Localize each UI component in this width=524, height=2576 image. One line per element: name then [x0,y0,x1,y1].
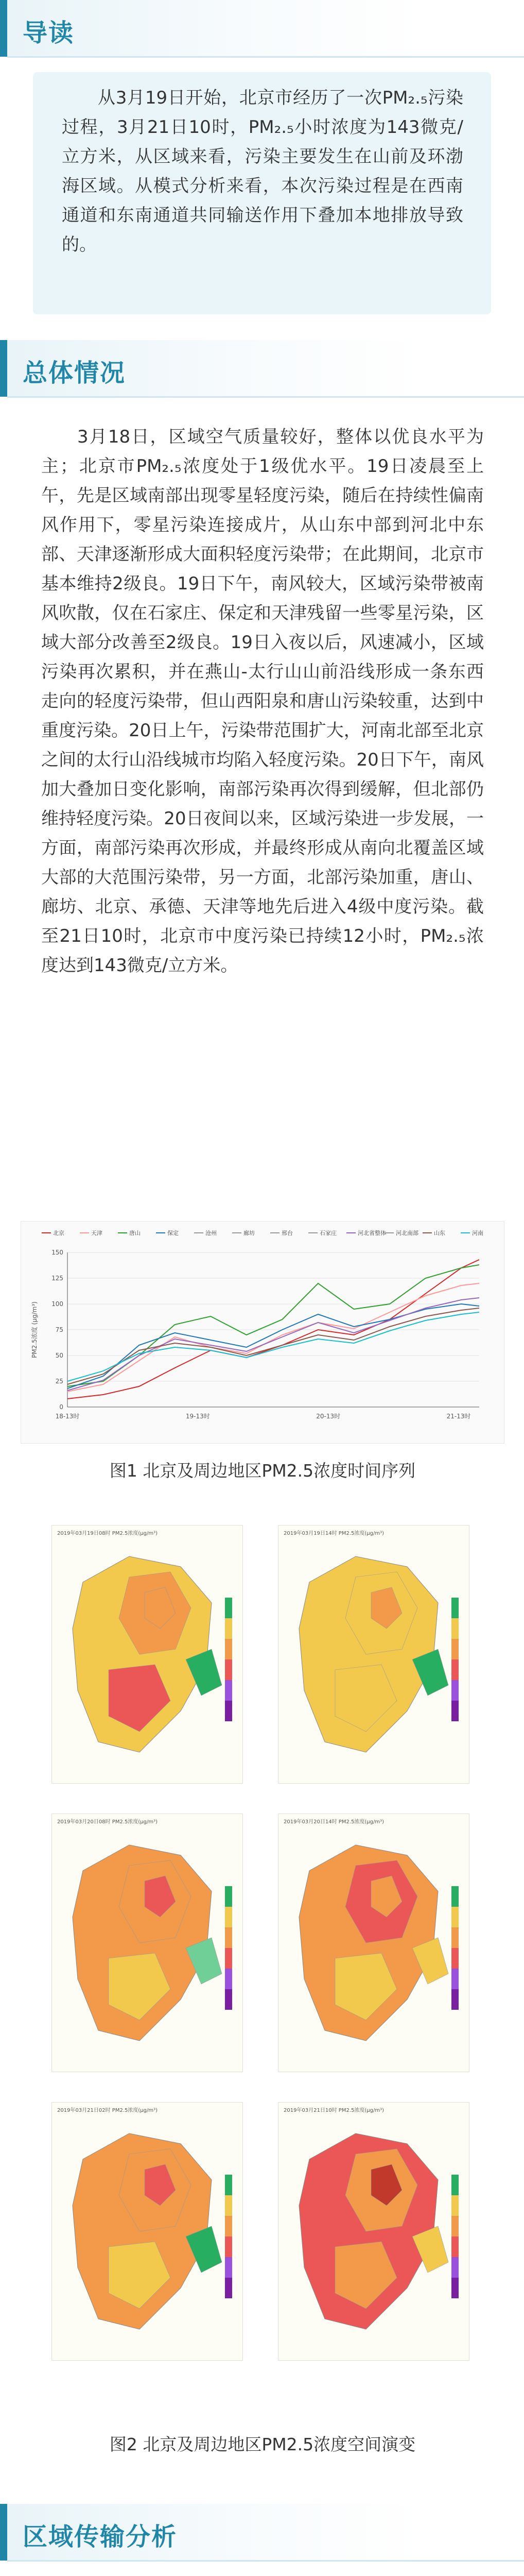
legend-label: 河北南部 [396,1230,418,1236]
legend-label: 北京 [53,1230,64,1236]
header-rule [7,2560,524,2562]
legend-label: 河北省整体 [358,1230,386,1236]
x-tick-label: 21-13时 [446,1413,471,1420]
map-title: 2019年03月19日08时 PM2.5浓度(μg/m³) [57,1531,158,1536]
accent-bar [0,340,7,397]
colorbar-segment [225,1948,232,1969]
colorbar-segment [225,2195,232,2216]
pm25-map-panel [51,1814,243,2072]
pm25-time-series-chart [21,1222,504,1443]
map-graphic [278,2113,469,2355]
colorbar-segment [451,2257,459,2278]
colorbar-segment [451,1907,459,1927]
colorbar-segment [225,2175,232,2195]
colorbar-segment [451,1948,459,1969]
colorbar-segment [451,2216,459,2236]
section-header-lead [0,0,524,57]
y-tick-label: 75 [55,1326,63,1333]
x-tick-label: 19-13时 [185,1413,210,1420]
figure2-caption: 图2 北京及周边地区PM2.5浓度空间演变 [109,2434,416,2454]
colorbar-segment [451,1598,459,1618]
pm25-map-panel [278,1814,469,2072]
pm25-map-panel [51,1525,243,1784]
map-title: 2019年03月20日08时 PM2.5浓度(μg/m³) [57,1819,158,1825]
pm25-map-panel [278,1525,469,1784]
y-tick-label: 25 [55,1378,63,1385]
accent-bar [0,0,7,57]
colorbar-segment [451,2278,459,2298]
series-line [67,1304,479,1388]
colorbar-segment [225,1907,232,1927]
colorbar-segment [225,2257,232,2278]
colorbar-segment [225,1659,232,1680]
legend-label: 廊坊 [243,1230,255,1236]
section-title: 导读 [23,19,75,47]
legend-label: 山东 [434,1230,445,1236]
legend-label: 唐山 [129,1230,141,1236]
legend-label: 天津 [91,1230,102,1236]
series-line [67,1308,479,1384]
map-title: 2019年03月19日14时 PM2.5浓度(μg/m³) [284,1531,384,1536]
colorbar-segment [225,2278,232,2298]
series-line [67,1283,479,1392]
legend-label: 保定 [167,1230,179,1236]
y-tick-label: 100 [51,1300,63,1308]
colorbar-segment [225,1969,232,1989]
colorbar-segment [225,1639,232,1659]
accent-bar [0,2504,7,2561]
colorbar-segment [451,2195,459,2216]
header-rule [7,56,524,58]
colorbar-segment [451,1618,459,1639]
figure1-caption: 图1 北京及周边地区PM2.5浓度时间序列 [109,1461,416,1481]
colorbar-segment [451,1680,459,1701]
colorbar-segment [451,2175,459,2195]
y-tick-label: 0 [59,1403,63,1411]
map-graphic [52,2113,242,2355]
overview-paragraph: 3月18日，区域空气质量较好，整体以优良水平为主；北京市PM₂.₅浓度处于1级优水平。19日凌晨至上午，先是区域南部出现零星轻度污染，随后在持续性偏南风作用下，零星污染连接成片，从山东中部到河北中东部、天津逐渐形成大面积轻度污染带；在此期间，北京市基本维持2级良。19日下午，南风较大，区域污染带被南风吹散，仅在石家庄、保定和天津残留一些零星污染，区域大部分改善至2级良。19日入夜以后，风速减小，区域污染再次累积，并在燕山-太行山山前沿线形成一条东西走向的轻度污染带，但山西阳泉和唐山污染较重，达到中重度污染。20日上午，污染带范围扩大，河南北部至北京之间的太行山沿线城市均陷入轻度污染。20日下午，南风加大叠加日变化影响，南部污染再次得到缓解，但北部仍维持轻度污染。20日夜间以来，区域污染进一步发展，一方面，南部污染再次形成，并最终形成从南向北覆盖区域大部的大范围污染带，另一方面，北部污染加重，唐山、廊坊、北京、承德、天津等地先后进入4级中度污染。截至21日10时，北京市中度污染已持续12小时，PM₂.₅浓度达到143微克/立方米。 [41,427,484,976]
x-tick-label: 18-13时 [55,1413,80,1420]
map-title: 2019年03月21日10时 PM2.5浓度(μg/m³) [284,2108,384,2113]
colorbar-segment [451,1969,459,1989]
section-header-transport [0,2504,524,2561]
map-title: 2019年03月20日14时 PM2.5浓度(μg/m³) [284,1819,384,1825]
colorbar-segment [451,1989,459,2010]
y-tick-label: 50 [55,1352,63,1359]
section-title: 总体情况 [23,359,126,387]
map-graphic [278,1824,469,2066]
colorbar-segment [451,1659,459,1680]
colorbar-segment [451,1639,459,1659]
map-title: 2019年03月21日02时 PM2.5浓度(μg/m³) [57,2108,158,2113]
colorbar-segment [225,2236,232,2257]
colorbar-segment [225,1618,232,1639]
map-graphic [52,1536,242,1778]
pm25-map-panel [278,2102,469,2361]
y-axis-label: PM2.5浓度 (μg/m³) [31,1301,38,1358]
lead-paragraph: 从3月19日开始，北京市经历了一次PM₂.₅污染过程，3月21日10时，PM₂.₅小时浓度为143微克/立方米，从区域来看，污染主要发生在山前及环渤海区域。从模式分析来看，本次污染过程是在西南通道和东南通道共同输送作用下叠加本地排放导致的。 [62,88,463,255]
map-graphic [278,1536,469,1778]
colorbar-segment [451,1886,459,1907]
y-tick-label: 125 [51,1275,63,1282]
figure1-chart-box [21,1221,504,1444]
colorbar-segment [225,1927,232,1948]
colorbar-segment [225,1989,232,2010]
header-band [7,0,524,57]
series-line [67,1265,479,1386]
section-header-overview [0,340,524,397]
colorbar-segment [225,1680,232,1701]
colorbar-segment [451,1927,459,1948]
colorbar-segment [451,1701,459,1721]
colorbar-segment [225,2216,232,2236]
series-line [67,1260,479,1399]
pm25-map-panel [51,2102,243,2361]
legend-label: 河南 [472,1230,483,1236]
legend-label: 邢台 [282,1230,293,1236]
legend-label: 沧州 [205,1230,217,1236]
map-graphic [52,1824,242,2066]
colorbar-segment [451,2236,459,2257]
series-line [67,1312,479,1381]
header-rule [7,396,524,398]
colorbar-segment [225,1598,232,1618]
colorbar-segment [225,1886,232,1907]
x-tick-label: 20-13时 [316,1413,341,1420]
section-title: 区域传输分析 [23,2522,178,2551]
legend-label: 石家庄 [320,1230,337,1236]
colorbar-segment [225,1701,232,1721]
y-tick-label: 150 [51,1249,63,1256]
